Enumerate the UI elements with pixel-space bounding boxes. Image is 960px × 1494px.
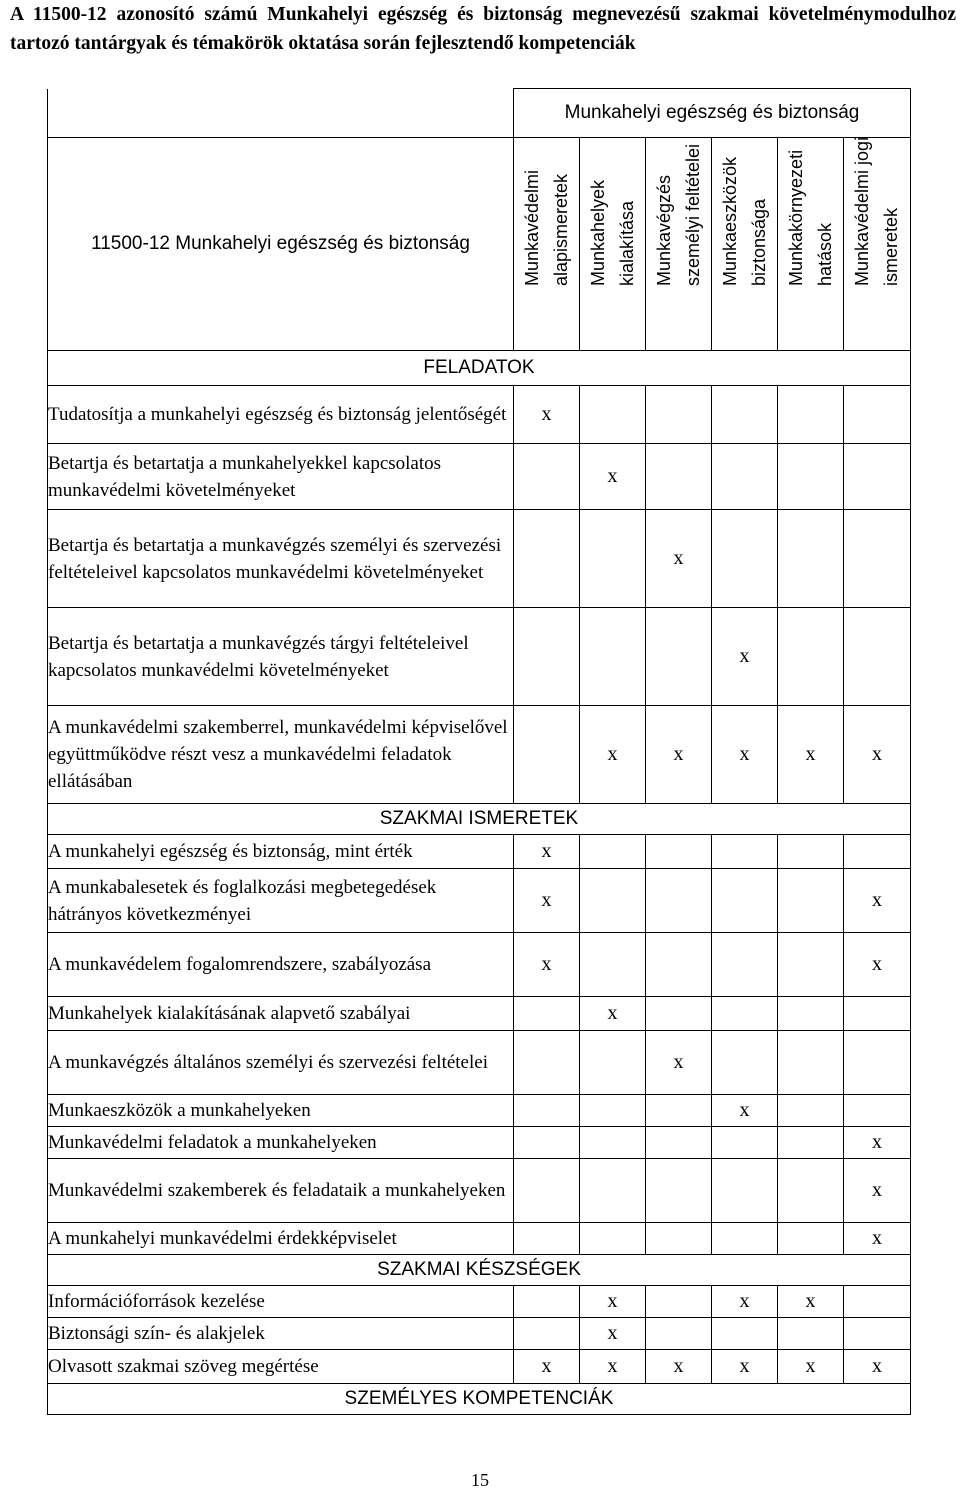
row-label: Tudatosítja a munkahelyi egészség és biztonság jelentőségét	[48, 386, 514, 444]
mark-cell	[514, 1223, 580, 1255]
section-title: FELADATOK	[48, 351, 911, 386]
row-label: Betartja és betartatja a munkavégzés személyi és szervezési feltételeivel kapcsolatos munkavédelmi követelményeket	[48, 510, 514, 608]
section-row	[48, 1255, 911, 1286]
mark-cell: x	[514, 386, 580, 444]
column-header	[646, 138, 712, 351]
mark-cell	[844, 510, 911, 608]
mark-cell	[778, 386, 844, 444]
mark-cell	[712, 1127, 778, 1159]
table-row	[48, 510, 911, 608]
mark-cell	[646, 608, 712, 706]
mark-cell	[646, 1127, 712, 1159]
mark-cell	[580, 1127, 646, 1159]
mark-cell: x	[844, 869, 911, 933]
column-header-label	[584, 86, 642, 286]
mark-cell: x	[712, 1286, 778, 1318]
mark-cell	[778, 1223, 844, 1255]
mark-cell: x	[844, 706, 911, 804]
mark-cell	[712, 386, 778, 444]
competency-table	[47, 88, 911, 1415]
mark-cell	[844, 608, 911, 706]
mark-cell	[844, 1095, 911, 1127]
row-label: A munkavédelmi szakemberrel, munkavédelmi képviselővel együttműködve részt vesz a munkavédelmi feladatok ellátásában	[48, 706, 514, 804]
mark-cell	[580, 510, 646, 608]
mark-cell	[844, 1031, 911, 1095]
mark-cell	[514, 1286, 580, 1318]
mark-cell	[712, 997, 778, 1031]
section-row	[48, 1384, 911, 1415]
mark-cell	[778, 1159, 844, 1223]
column-header	[514, 138, 580, 351]
mark-cell: x	[712, 706, 778, 804]
table-row	[48, 1318, 911, 1350]
row-label: A munkavédelem fogalomrendszere, szabályozása	[48, 933, 514, 997]
column-header-line: Munkakörnyezeti	[785, 149, 806, 286]
section-row	[48, 351, 911, 386]
mark-cell: x	[844, 1350, 911, 1384]
column-header-line: Munkaeszközök	[719, 156, 740, 286]
row-label: Biztonsági szín- és alakjelek	[48, 1318, 514, 1350]
mark-cell	[514, 1095, 580, 1127]
row-label: Betartja és betartatja a munkavégzés tárgyi feltételeivel kapcsolatos munkavédelmi követelményeket	[48, 608, 514, 706]
mark-cell	[646, 386, 712, 444]
table-row	[48, 1223, 911, 1255]
mark-cell: x	[778, 1286, 844, 1318]
row-label: A munkavégzés általános személyi és szervezési feltételei	[48, 1031, 514, 1095]
mark-cell: x	[844, 1127, 911, 1159]
mark-cell	[580, 835, 646, 869]
row-label: Munkahelyek kialakításának alapvető szabályai	[48, 997, 514, 1031]
mark-cell	[844, 997, 911, 1031]
table-row	[48, 1031, 911, 1095]
table-row	[48, 1159, 911, 1223]
mark-cell	[712, 869, 778, 933]
mark-cell: x	[580, 1318, 646, 1350]
mark-cell	[712, 444, 778, 510]
mark-cell	[514, 1318, 580, 1350]
mark-cell: x	[580, 444, 646, 510]
mark-cell	[712, 1223, 778, 1255]
table-row	[48, 706, 911, 804]
mark-cell	[844, 386, 911, 444]
mark-cell	[778, 444, 844, 510]
mark-cell	[514, 1159, 580, 1223]
column-header-line: biztonsága	[748, 198, 769, 286]
mark-cell: x	[778, 1350, 844, 1384]
mark-cell	[580, 1031, 646, 1095]
page-heading: A 11500-12 azonosító számú Munkahelyi egészség és biztonság megnevezésű szakmai követelménymodulhoz tartozó tantárgyak és témakörök oktatása során fejlesztendő kompetenciák	[10, 4, 956, 54]
mark-cell: x	[514, 869, 580, 933]
mark-cell: x	[712, 1095, 778, 1127]
row-label: Olvasott szakmai szöveg megértése	[48, 1350, 514, 1384]
mark-cell: x	[646, 1350, 712, 1384]
mark-cell	[778, 1031, 844, 1095]
mark-cell	[844, 1318, 911, 1350]
column-header-line: Munkavédelmi	[521, 169, 542, 286]
mark-cell: x	[580, 706, 646, 804]
row-label: Munkavédelmi szakemberek és feladataik a munkahelyeken	[48, 1159, 514, 1223]
mark-cell	[514, 1031, 580, 1095]
mark-cell: x	[712, 608, 778, 706]
section-row	[48, 804, 911, 835]
mark-cell	[844, 835, 911, 869]
mark-cell	[580, 933, 646, 997]
section-title: SZAKMAI ISMERETEK	[48, 804, 911, 835]
table-row	[48, 1127, 911, 1159]
column-header	[844, 138, 911, 351]
group-header: Munkahelyi egészség és biztonság	[514, 89, 911, 138]
mark-cell: x	[844, 1223, 911, 1255]
mark-cell	[514, 608, 580, 706]
mark-cell	[646, 869, 712, 933]
mark-cell	[580, 1095, 646, 1127]
table-row	[48, 869, 911, 933]
mark-cell	[580, 386, 646, 444]
table-row	[48, 1095, 911, 1127]
mark-cell: x	[514, 835, 580, 869]
mark-cell	[712, 1318, 778, 1350]
mark-cell	[580, 1159, 646, 1223]
mark-cell	[712, 835, 778, 869]
column-header-line: Munkavégzés	[653, 174, 674, 286]
mark-cell: x	[844, 1159, 911, 1223]
column-header-line: Munkavédelmi jogi	[852, 136, 872, 286]
column-header-label	[848, 86, 906, 286]
mark-cell	[778, 608, 844, 706]
mark-cell	[778, 997, 844, 1031]
row-label: A munkahelyi egészség és biztonság, mint érték	[48, 835, 514, 869]
mark-cell	[514, 997, 580, 1031]
mark-cell	[514, 444, 580, 510]
column-header	[712, 138, 778, 351]
table-row	[48, 444, 911, 510]
mark-cell: x	[580, 1286, 646, 1318]
table-row	[48, 1286, 911, 1318]
column-header	[778, 138, 844, 351]
mark-cell	[580, 1223, 646, 1255]
column-header-line: ismeretek	[881, 207, 901, 286]
module-name: 11500-12 Munkahelyi egészség és biztonság	[48, 138, 514, 351]
mark-cell: x	[646, 510, 712, 608]
mark-cell	[712, 1159, 778, 1223]
mark-cell: x	[514, 933, 580, 997]
mark-cell	[646, 933, 712, 997]
column-header-label	[650, 86, 708, 286]
mark-cell	[778, 1127, 844, 1159]
table-row	[48, 1350, 911, 1384]
column-header-label	[716, 86, 774, 286]
mark-cell: x	[778, 706, 844, 804]
column-header-label	[782, 86, 840, 286]
section-title: SZEMÉLYES KOMPETENCIÁK	[48, 1384, 911, 1415]
mark-cell: x	[580, 1350, 646, 1384]
row-label: Munkavédelmi feladatok a munkahelyeken	[48, 1127, 514, 1159]
mark-cell	[646, 1286, 712, 1318]
mark-cell	[646, 1318, 712, 1350]
mark-cell: x	[712, 1350, 778, 1384]
mark-cell: x	[514, 1350, 580, 1384]
mark-cell	[712, 933, 778, 997]
mark-cell	[514, 706, 580, 804]
mark-cell	[646, 444, 712, 510]
column-header	[580, 138, 646, 351]
column-header-line: Munkahelyek	[587, 179, 608, 286]
mark-cell	[778, 510, 844, 608]
mark-cell: x	[580, 997, 646, 1031]
section-title: SZAKMAI KÉSZSÉGEK	[48, 1255, 911, 1286]
mark-cell	[580, 608, 646, 706]
mark-cell	[778, 869, 844, 933]
column-header-line: kialakítása	[616, 200, 637, 286]
mark-cell	[646, 835, 712, 869]
table-row	[48, 997, 911, 1031]
mark-cell: x	[646, 1031, 712, 1095]
mark-cell	[844, 1286, 911, 1318]
mark-cell	[844, 444, 911, 510]
mark-cell	[514, 1127, 580, 1159]
mark-cell	[712, 510, 778, 608]
mark-cell	[712, 1031, 778, 1095]
mark-cell	[646, 1223, 712, 1255]
table-row	[48, 386, 911, 444]
row-label: A munkahelyi munkavédelmi érdekképviselet	[48, 1223, 514, 1255]
mark-cell	[580, 869, 646, 933]
mark-cell: x	[646, 706, 712, 804]
mark-cell	[778, 1095, 844, 1127]
row-label: Betartja és betartatja a munkahelyekkel kapcsolatos munkavédelmi követelményeket	[48, 444, 514, 510]
column-header-label	[518, 86, 576, 286]
row-label: A munkabalesetek és foglalkozási megbetegedések hátrányos következményei	[48, 869, 514, 933]
row-label: Információforrások kezelése	[48, 1286, 514, 1318]
column-header-line: személyi feltételei	[682, 143, 703, 286]
column-header-line: alapismeretek	[550, 173, 571, 286]
mark-cell	[646, 997, 712, 1031]
mark-cell: x	[844, 933, 911, 997]
mark-cell	[646, 1095, 712, 1127]
mark-cell	[514, 510, 580, 608]
table-row	[48, 933, 911, 997]
mark-cell	[778, 1318, 844, 1350]
table-row	[48, 608, 911, 706]
table-row	[48, 835, 911, 869]
column-header-line: hatások	[814, 222, 835, 286]
mark-cell	[778, 933, 844, 997]
row-label: Munkaeszközök a munkahelyeken	[48, 1095, 514, 1127]
page-number: 15	[471, 1470, 489, 1490]
mark-cell	[778, 835, 844, 869]
mark-cell	[646, 1159, 712, 1223]
